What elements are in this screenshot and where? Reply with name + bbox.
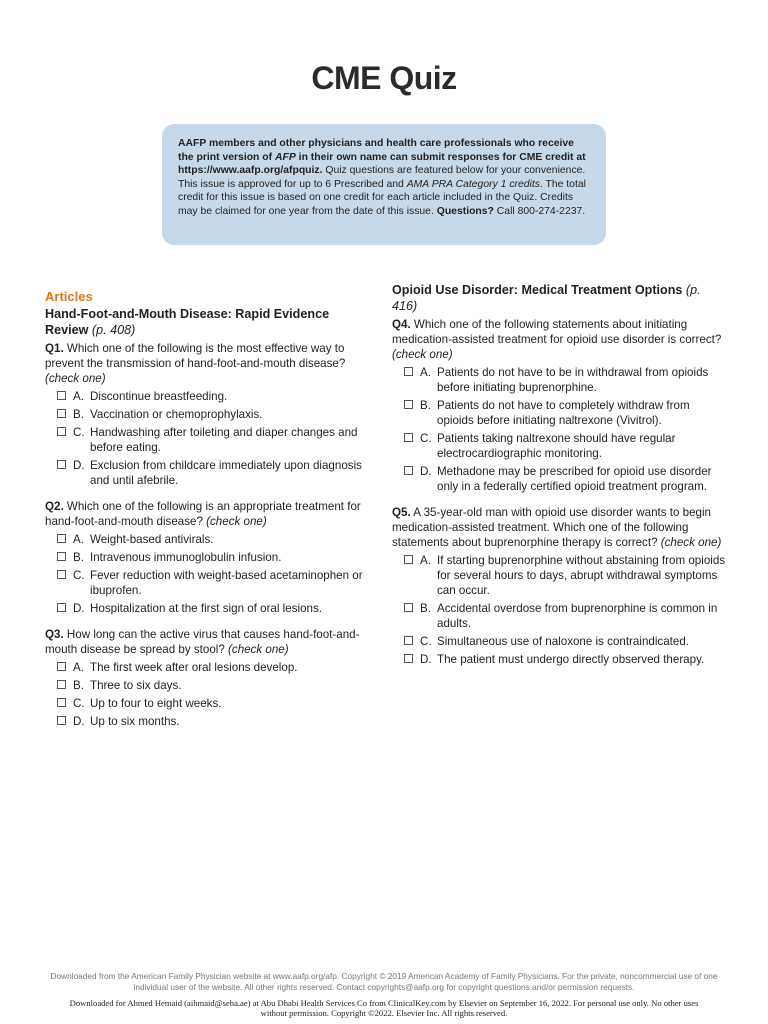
quiz-question [45, 341, 375, 488]
answer-option[interactable] [392, 464, 726, 494]
right-column [392, 283, 726, 667]
option-letter: B. [73, 408, 84, 421]
info-afp: AFP [275, 151, 296, 163]
checkbox[interactable] [57, 427, 66, 436]
checkbox[interactable] [404, 603, 413, 612]
option-letter: A. [420, 366, 431, 379]
checkbox[interactable] [57, 716, 66, 725]
question-stem: How long can the active virus that causes hand-foot-and-mouth disease be spread by stool? [45, 628, 360, 656]
quiz-question [45, 627, 375, 729]
answer-option[interactable] [45, 568, 375, 598]
checkbox[interactable] [57, 680, 66, 689]
option-text: Weight-based antivirals. [90, 533, 214, 546]
option-letter: B. [73, 679, 84, 692]
question-stem: Which one of the following statements about initiating medication-assisted treatment for opioid use disorder is correct? [392, 318, 722, 346]
option-letter: B. [420, 399, 431, 412]
section-heading: Articles [45, 289, 93, 304]
answer-option[interactable] [45, 696, 375, 711]
option-text: Fever reduction with weight-based acetaminophen or ibuprofen. [90, 569, 363, 597]
checkbox[interactable] [57, 552, 66, 561]
option-text: Intravenous immunoglobulin infusion. [90, 551, 282, 564]
option-letter: A. [73, 390, 84, 403]
question-hint: (check one) [228, 643, 289, 656]
answer-option[interactable] [45, 714, 375, 729]
checkbox[interactable] [404, 367, 413, 376]
question-number: Q3. [45, 628, 64, 641]
checkbox[interactable] [57, 460, 66, 469]
article [392, 283, 726, 667]
checkbox[interactable] [404, 433, 413, 442]
answer-option[interactable] [45, 601, 375, 616]
option-text: The patient must undergo directly observed therapy. [437, 653, 705, 666]
option-text: The first week after oral lesions develop. [90, 661, 298, 674]
question-text [392, 317, 726, 362]
question-hint: (check one) [660, 536, 722, 549]
question-number: Q5. [392, 506, 411, 519]
checkbox[interactable] [404, 400, 413, 409]
option-text: Up to six months. [90, 715, 180, 728]
article-title-text: Hand-Foot-and-Mouth Disease: Rapid Evidence Review [45, 307, 330, 337]
info-plain-2: . The total credit for this issue is based on one credit for each article included in the Quiz. Credits may be claimed for one year from the date of this issue. [178, 178, 586, 217]
article-page-ref: (p. 416) [392, 283, 701, 313]
checkbox[interactable] [57, 409, 66, 418]
answer-option[interactable] [392, 652, 726, 667]
info-phone: Call 800-274-2237. [493, 205, 586, 217]
option-text: Patients do not have to be in withdrawal from opioids before initiating buprenorphine. [437, 366, 709, 394]
option-letter: B. [420, 602, 431, 615]
question-number: Q2. [45, 500, 64, 513]
option-letter: D. [73, 715, 85, 728]
option-letter: D. [420, 465, 432, 478]
quiz-question [45, 499, 375, 616]
question-hint: (check one) [206, 515, 267, 528]
answer-option[interactable] [45, 458, 375, 488]
answer-option[interactable] [45, 425, 375, 455]
checkbox[interactable] [404, 555, 413, 564]
article-title [45, 307, 375, 338]
answer-option[interactable] [392, 601, 726, 631]
option-text: Methadone may be prescribed for opioid use disorder only in a federally certified opioid treatment program. [437, 465, 712, 493]
option-text: Patients do not have to completely withdraw from opioids before initiating naltrexone (Vivitrol). [437, 399, 690, 427]
info-box [162, 124, 606, 245]
question-stem: Which one of the following is the most effective way to prevent the transmission of hand-foot-and-mouth disease? [45, 342, 346, 370]
answer-option[interactable] [392, 634, 726, 649]
quiz-question [392, 317, 726, 494]
option-letter: D. [73, 602, 85, 615]
answer-option[interactable] [45, 660, 375, 675]
answer-option[interactable] [45, 678, 375, 693]
question-hint: (check one) [45, 372, 106, 385]
info-italic-1: AMA PRA Category 1 credits [406, 178, 540, 190]
option-text: Hospitalization at the first sign of oral lesions. [90, 602, 322, 615]
option-letter: A. [73, 533, 84, 546]
info-bold-1: AAFP members and other physicians and health care professionals who receive the print version of [178, 138, 574, 163]
question-stem: Which one of the following is an appropriate treatment for hand-foot-and-mouth disease? [45, 500, 361, 528]
page-title: CME Quiz [311, 60, 457, 96]
download-footer: Downloaded for Ahmed Hemaid (aihmaid@seha.ae) at Abu Dhabi Health Services Co from ClinicalKey.com by Elsevier on September 16, 2022. For personal use only. No other uses without permission. Copyright ©2022. Elsevier Inc. All rights reserved. [69, 998, 699, 1018]
option-text: Discontinue breastfeeding. [90, 390, 228, 403]
checkbox[interactable] [57, 603, 66, 612]
option-text: Exclusion from childcare immediately upon diagnosis and until afebrile. [90, 459, 362, 487]
checkbox[interactable] [404, 466, 413, 475]
left-column [45, 283, 375, 729]
checkbox[interactable] [57, 391, 66, 400]
answer-option[interactable] [392, 431, 726, 461]
question-text [45, 499, 375, 529]
option-text: Vaccination or chemoprophylaxis. [90, 408, 263, 421]
info-plain-1: Quiz questions are featured below for your convenience. This issue is approved for up to 6 Prescribed and [178, 165, 586, 190]
option-letter: C. [420, 432, 432, 445]
quiz-question [392, 505, 726, 667]
option-letter: C. [420, 635, 432, 648]
info-questions-label: Questions? [436, 205, 494, 217]
answer-option[interactable] [45, 532, 375, 547]
option-text: Simultaneous use of naloxone is contraindicated. [437, 635, 689, 648]
option-letter: C. [73, 569, 85, 582]
question-stem: A 35-year-old man with opioid use disorder wants to begin medication-assisted treatment. Which one of the following statements about buprenorphine therapy is correct? [392, 506, 712, 549]
option-text: Handwashing after toileting and diaper changes and before eating. [90, 426, 358, 454]
checkbox[interactable] [404, 654, 413, 663]
article [45, 307, 375, 729]
checkbox[interactable] [57, 662, 66, 671]
answer-option[interactable] [45, 550, 375, 565]
answer-option[interactable] [392, 553, 726, 598]
checkbox[interactable] [404, 636, 413, 645]
answer-option[interactable] [45, 407, 375, 422]
option-text: Accidental overdose from buprenorphine is common in adults. [437, 602, 718, 630]
checkbox[interactable] [57, 534, 66, 543]
option-text: Up to four to eight weeks. [90, 697, 222, 710]
question-number: Q4. [392, 318, 411, 331]
option-letter: C. [73, 697, 85, 710]
checkbox[interactable] [57, 698, 66, 707]
option-letter: D. [73, 459, 85, 472]
answer-option[interactable] [392, 398, 726, 428]
checkbox[interactable] [57, 570, 66, 579]
question-number: Q1. [45, 342, 64, 355]
option-letter: C. [73, 426, 85, 439]
answer-option[interactable] [392, 365, 726, 395]
question-hint: (check one) [392, 348, 453, 361]
info-bold-2: in their own name can submit responses for CME credit at https://www.aafp.org/afpquiz. [178, 151, 586, 177]
article-title [392, 283, 726, 314]
question-text [392, 505, 726, 550]
option-letter: B. [73, 551, 84, 564]
option-text: If starting buprenorphine without abstaining from opioids for several hours to days, abrupt withdrawal symptoms can occur. [437, 554, 726, 597]
option-letter: D. [420, 653, 432, 666]
article-page-ref: (p. 408) [91, 322, 136, 337]
question-text [45, 627, 375, 657]
question-text [45, 341, 375, 386]
copyright-footer: Downloaded from the American Family Physician website at www.aafp.org/afp. Copyright © 2019 American Academy of Family Physicians. For the private, noncommercial use of one individual user of the website. All other rights reserved. Contact copyrights@aafp.org for copyright questions and/or permission requests. [50, 971, 718, 992]
option-text: Patients taking naltrexone should have regular electrocardiographic monitoring. [437, 432, 676, 460]
option-letter: A. [420, 554, 431, 567]
answer-option[interactable] [45, 389, 375, 404]
article-title-text: Opioid Use Disorder: Medical Treatment Options [392, 283, 683, 297]
option-letter: A. [73, 661, 84, 674]
option-text: Three to six days. [90, 679, 182, 692]
